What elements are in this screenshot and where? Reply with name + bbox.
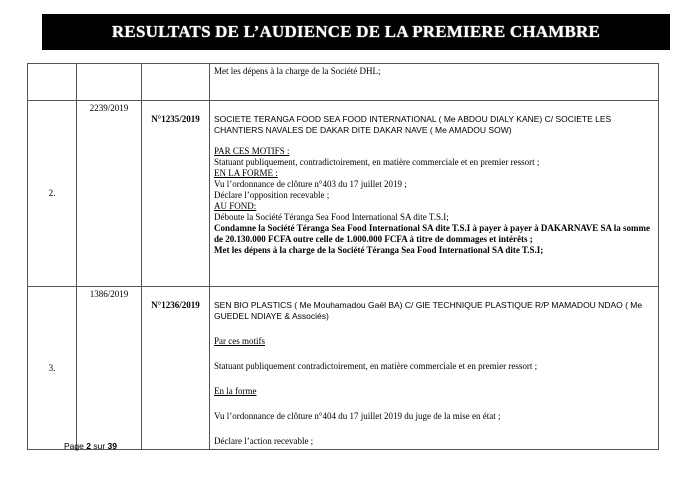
- section-heading: PAR CES MOTIFS :: [214, 146, 290, 156]
- decision-line: Met les dépens à la charge de la Société Téranga Sea Food International SA dite T.S.I;: [214, 245, 544, 255]
- decision-line: Déclare l’action recevable ;: [214, 436, 314, 446]
- section-heading: EN LA FORME :: [214, 168, 278, 178]
- case-number: N°1235/2019: [151, 114, 200, 124]
- page-separator: sur: [93, 441, 106, 451]
- table-row: [28, 101, 659, 287]
- section-heading: En la forme: [214, 386, 257, 396]
- decision-line: Met les dépens à la charge de la Société DHL;: [214, 66, 381, 76]
- section-heading: Par ces motifs: [214, 336, 265, 346]
- section-heading: AU FOND:: [214, 201, 257, 211]
- page-current: 2: [86, 441, 91, 451]
- decision-line: Déboute la Société Téranga Sea Food International SA dite T.S.I;: [214, 212, 449, 222]
- rg-number: 1386/2019: [89, 289, 129, 299]
- rg-number-cell: [77, 287, 142, 450]
- decision-cell: [210, 101, 659, 287]
- decision-cell: [210, 287, 659, 450]
- case-number-cell: [142, 287, 210, 450]
- case-number-cell: [142, 101, 210, 287]
- parties-text: SEN BIO PLASTICS ( Me Mouhamadou Gaël BA) C/ GIE TECHNIQUE PLASTIQUE R/P MAMADOU NDAO ( Me GUEDEL NDIAYE & Associés): [214, 300, 643, 321]
- case-number-cell: [142, 64, 210, 101]
- decision-line: Vu l’ordonnance de clôture n°404 du 17 juillet 2019 du juge de la mise en état ;: [214, 411, 501, 421]
- decision-line: Déclare l’opposition recevable ;: [214, 190, 330, 200]
- page-banner: [42, 14, 670, 50]
- case-number: N°1236/2019: [151, 300, 200, 310]
- hearing-results-table: [27, 63, 659, 450]
- decision-line: Condamne la Société Téranga Sea Food International SA dite T.S.I à payer à payer à DAKARNAVE SA la somme de 20.130.000 FCFA outre celle de 1.000.000 FCFA à titre de dommages et intérêts ;: [214, 223, 651, 244]
- decision-line: Statuant publiquement, contradictoirement, en matière commerciale et en premier ressort ;: [214, 157, 540, 167]
- row-index-cell: 3.: [28, 287, 77, 450]
- decision-line: Vu l’ordonnance de clôture n°403 du 17 juillet 2019 ;: [214, 179, 407, 189]
- row-index-cell: 2.: [28, 101, 77, 287]
- rg-number-cell: [77, 101, 142, 287]
- table-row: [28, 287, 659, 450]
- page-total: 39: [107, 441, 117, 451]
- rg-number: 2239/2019: [89, 103, 129, 113]
- decision-line: Statuant publiquement contradictoirement, en matière commerciale et en premier ressort ;: [214, 361, 538, 371]
- table-row: [28, 64, 659, 101]
- row-index-cell: [28, 64, 77, 101]
- decision-cell: [210, 64, 659, 101]
- parties-text: SOCIETE TERANGA FOOD SEA FOOD INTERNATIONAL ( Me ABDOU DIALY KANE) C/ SOCIETE LES CHANTIERS NAVALES DE DAKAR DITE DAKAR NAVE ( Me AMADOU SOW): [214, 114, 612, 135]
- page-footer: [64, 441, 117, 451]
- rg-number-cell: [77, 64, 142, 101]
- page-title: RESULTATS DE L’AUDIENCE DE LA PREMIERE CHAMBRE: [111, 22, 601, 41]
- page-label: Page: [64, 441, 84, 451]
